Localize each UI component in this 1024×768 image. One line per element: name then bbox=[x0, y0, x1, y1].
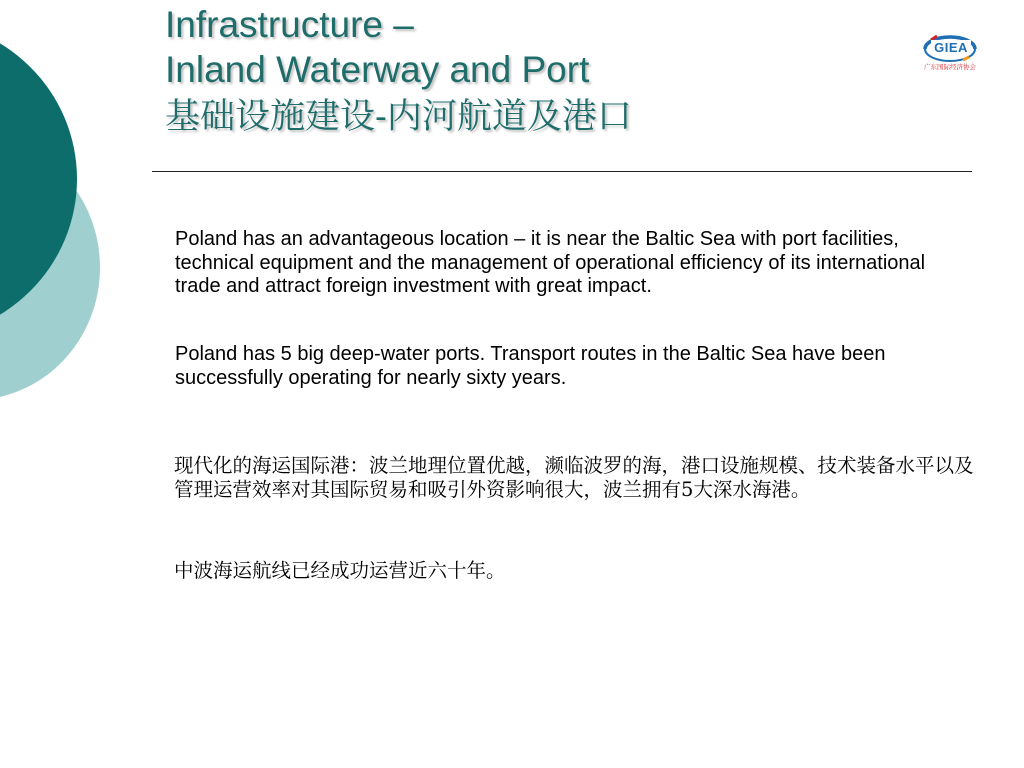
slide-title bbox=[165, 2, 885, 142]
title-chinese: 基础设施建设-内河航道及港口 bbox=[165, 97, 632, 137]
title-divider bbox=[152, 171, 972, 172]
paragraph-cn-location: 现代化的海运国际港：波兰地理位置优越，濒临波罗的海，港口设施规模、技术装备水平以及管理运营效率对其国际贸易和吸引外资影响很大，波兰拥有5大深水海港。 bbox=[174, 454, 974, 501]
paragraph-en-ports: Poland has 5 big deep-water ports. Transport routes in the Baltic Sea have been successfully operating for nearly sixty years. bbox=[175, 343, 886, 389]
title-line-1: Infrastructure – bbox=[165, 4, 414, 45]
giea-logo bbox=[913, 26, 987, 72]
title-line-2: Inland Waterway and Port bbox=[165, 49, 590, 90]
logo-caption: 广东国际经济协会 bbox=[924, 63, 976, 71]
logo-abbr: GIEA bbox=[934, 40, 968, 55]
paragraph-en-location: Poland has an advantageous location – it is near the Baltic Sea with port facilities, technical equipment and the management of operational efficiency of its international trade and attract foreign investment with great impact. bbox=[175, 228, 926, 297]
paragraph-cn-routes: 中波海运航线已经成功运营近六十年。 bbox=[174, 559, 506, 582]
